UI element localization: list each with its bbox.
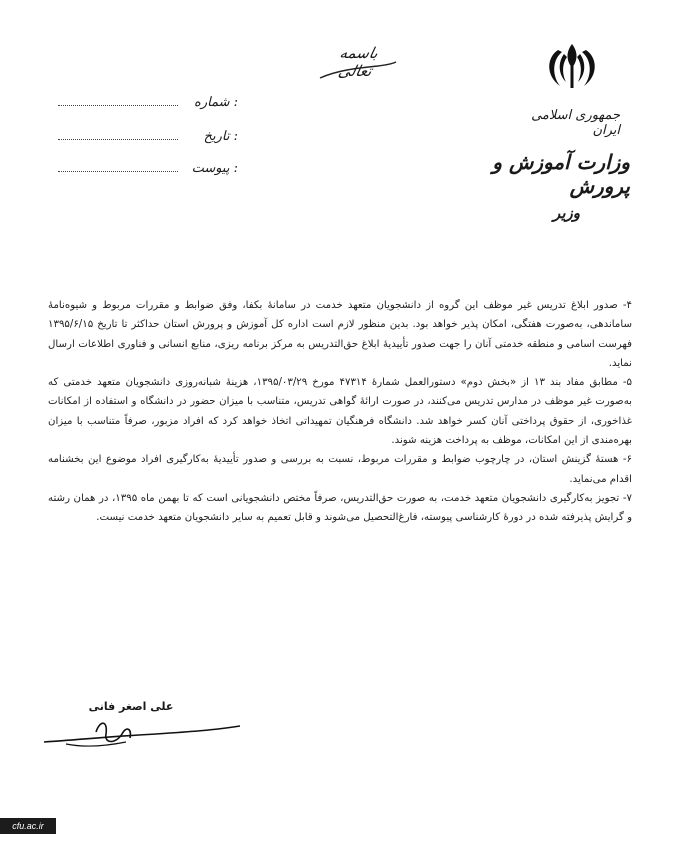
- signer-name: علی اصغر فانی: [88, 700, 174, 713]
- iran-emblem-icon: [536, 40, 608, 92]
- paragraph-7: ۷- تجویز به‌کارگیری دانشجویان متعهد خدمت، به صورت حق‌التدریس، صرفاً مختص دانشجویانی است که تا بهمن ماه ۱۳۹۵، در همان رشته و گرایش پذیرفته شده در دورهٔ کارشناسی پیوسته، فارغ‌التحصیل می‌شوند و قابل تعمیم به سایر دانشجویان متعهد خدمت نیست.: [48, 492, 632, 524]
- date-dotline: [58, 138, 178, 140]
- date-field: [58, 126, 238, 144]
- attachment-label: پیوست :: [191, 161, 238, 176]
- paragraph-6: ۶- هستهٔ گزینش استان، در چارچوب ضوابط و مقررات مربوط، نسبت به بررسی و صدور تأییدیهٔ به‌کارگیری افراد موضوع این بخشنامه اقدام می‌نماید.: [48, 454, 632, 485]
- handwritten-signature: [36, 712, 246, 752]
- ministry-title: وزارت آموزش و پرورش: [492, 150, 630, 198]
- minister-title: وزیر: [553, 204, 580, 222]
- basmala-heading: باسمه تعالی: [336, 44, 380, 80]
- number-dotline: [58, 104, 178, 106]
- number-field: [58, 92, 238, 110]
- attachment-dotline: [58, 170, 178, 172]
- date-label: تاریخ :: [203, 129, 238, 144]
- letter-body: [48, 296, 632, 528]
- site-watermark: cfu.ac.ir: [0, 818, 56, 834]
- number-label: شماره :: [194, 95, 238, 110]
- attachment-field: [58, 158, 238, 176]
- paragraph-4: ۴- صدور ابلاغ تدریس غیر موظف این گروه از دانشجویان متعهد خدمت در سامانهٔ بکفا، وفق ضوابط و مقررات مربوط و شیوه‌نامهٔ ساماندهی، به‌صورت هفتگی، امکان پذیر خواهد بود. بدین منظور لازم است اداره کل آموزش و پرورش استان حداکثر تا تاریخ ۱۳۹۵/۶/۱۵ فهرست اسامی و منطقه خدمتی آنان را جهت صدور تأییدیهٔ ابلاغ حق‌التدریس به مرکز برنامه ریزی، منابع انسانی و فناوری اطلاعات ارسال نماید.: [48, 300, 632, 369]
- republic-title: جمهوری اسلامی ایران: [531, 108, 620, 138]
- paragraph-5: ۵- مطابق مفاد بند ۱۳ از «بخش دوم» دستورالعمل شمارهٔ ۴۷۳۱۴ مورخ ۱۳۹۵/۰۳/۲۹، هزینهٔ شبانه‌روزی دانشجویان متعهد خدمتی که به‌صورت غیر موظف در مدارس تدریس می‌کنند، در صورت ارائهٔ گواهی تدریس، متناسب با میزان حضور در دانشگاه و استفاده از امکانات غذاخوری، از حقوق پرداختی آنان کسر خواهد شد. دانشگاه فرهنگیان تمهیداتی اتخاذ خواهد کرد که افراد مزبور، صرفاً متناسب با میزان بهره‌مندی از این امکانات، موظف به پرداخت هزینه شوند.: [48, 377, 632, 447]
- basmala-flourish: [318, 60, 398, 82]
